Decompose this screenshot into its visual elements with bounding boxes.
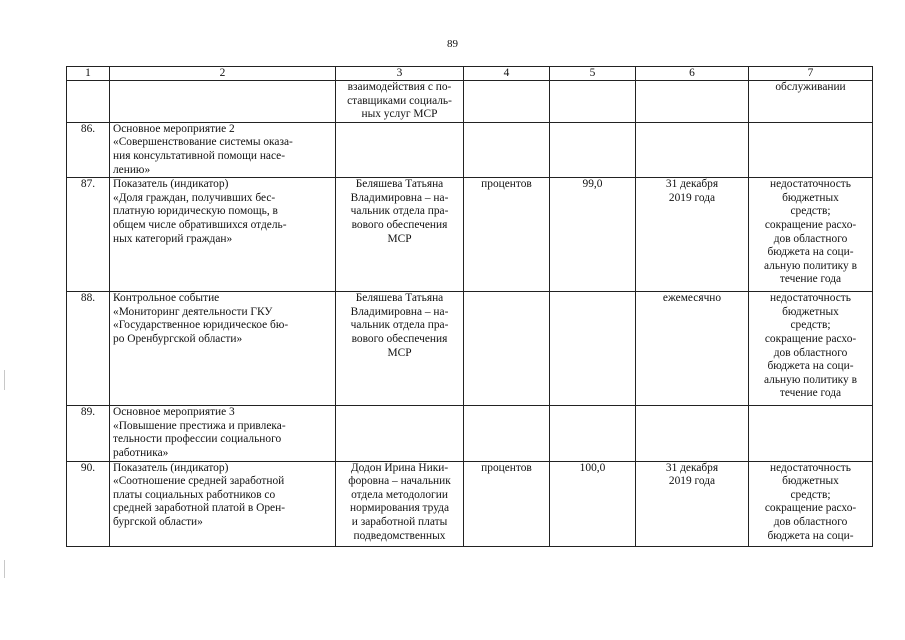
row-date-cell xyxy=(636,461,749,546)
continuation-executor-line: ставщиками социаль- xyxy=(347,94,452,107)
row-executor-line: вового обеспечения xyxy=(351,218,448,231)
row-name-line: лению» xyxy=(113,163,151,176)
row-date-cell xyxy=(636,122,749,177)
row-name-line: Контрольное событие xyxy=(113,292,220,305)
continuation-value-cell xyxy=(550,81,636,123)
continuation-risk-line: обслуживании xyxy=(775,81,846,93)
page-number: 89 xyxy=(447,38,458,50)
table-row xyxy=(67,406,873,461)
row-value-cell xyxy=(550,122,636,177)
row-risk-cell xyxy=(749,292,873,406)
continuation-executor-line: взаимодействия с по- xyxy=(347,81,452,93)
row-name-line: Основное мероприятие 3 xyxy=(113,406,235,419)
row-risk-line: сокращение расхо- xyxy=(764,332,857,345)
continuation-row xyxy=(67,81,873,123)
row-name-line: ния консультативной помощи насе- xyxy=(113,149,286,162)
row-executor-line: МСР xyxy=(387,232,412,245)
row-unit-cell xyxy=(464,122,550,177)
row-date-line: ежемесячно xyxy=(662,292,722,305)
header-cell-5: 5 xyxy=(550,67,636,81)
row-risk-line: средств; xyxy=(790,488,831,501)
row-name-line: платную юридическую помощь, в xyxy=(113,205,278,218)
row-date-line: 2019 года xyxy=(668,475,716,488)
row-unit-cell: процентов xyxy=(464,178,550,292)
table-row xyxy=(67,122,873,177)
row-executor-cell xyxy=(336,461,464,546)
row-executor-cell xyxy=(336,292,464,406)
row-unit-cell: процентов xyxy=(464,461,550,546)
row-executor-line: и заработной платы xyxy=(351,515,448,528)
row-risk-line: альную политику в xyxy=(764,259,857,272)
row-risk-line: сокращение расхо- xyxy=(764,218,857,231)
header-cell-1: 1 xyxy=(67,67,110,81)
row-risk-line: недостаточность xyxy=(770,461,851,474)
row-name-line: «Совершенствование системы оказа- xyxy=(113,136,293,149)
row-executor-line: Владимировна – на- xyxy=(350,191,449,204)
row-name-line: «Доля граждан, получивших бес- xyxy=(113,191,276,204)
header-cell-3: 3 xyxy=(336,67,464,81)
row-risk-line: течение года xyxy=(779,387,842,400)
row-risk-line: средств; xyxy=(790,319,831,332)
row-executor-line: нормирования труда xyxy=(349,502,450,515)
row-name-line: платы социальных работников со xyxy=(113,488,276,501)
row-executor-line: чальник отдела пра- xyxy=(350,319,449,332)
row-executor-line: Беляшева Татьяна xyxy=(355,178,444,191)
row-name-cell xyxy=(110,292,336,406)
row-risk-line: недостаточность xyxy=(770,178,851,191)
row-name-cell xyxy=(110,406,336,461)
row-number-cell: 87. xyxy=(67,178,110,292)
table-row xyxy=(67,461,873,546)
row-name-line: ро Оренбургской области» xyxy=(113,332,243,345)
row-risk-line: течение года xyxy=(779,273,842,286)
row-name-cell xyxy=(110,461,336,546)
continuation-executor-line: ных услуг МСР xyxy=(361,108,438,121)
row-risk-cell xyxy=(749,461,873,546)
continuation-name-cell xyxy=(110,81,336,123)
row-risk-line: недостаточность xyxy=(770,292,851,305)
row-risk-line: бюджета на соци- xyxy=(767,246,854,259)
row-number-cell: 86. xyxy=(67,122,110,177)
row-executor-line: Беляшева Татьяна xyxy=(355,292,444,305)
row-name-line: работника» xyxy=(113,446,169,459)
row-executor-line: подведомственных xyxy=(353,529,446,542)
row-date-cell xyxy=(636,178,749,292)
row-risk-line: бюджетных xyxy=(782,191,839,204)
row-executor-cell xyxy=(336,178,464,292)
row-number-cell: 88. xyxy=(67,292,110,406)
row-name-line: Показатель (индикатор) xyxy=(113,178,229,191)
row-value-cell xyxy=(550,292,636,406)
row-executor-line: Додон Ирина Ники- xyxy=(350,461,449,474)
row-name-line: бургской области» xyxy=(113,515,203,528)
row-risk-line: бюджета на соци- xyxy=(767,360,854,373)
row-value-cell: 100,0 xyxy=(550,461,636,546)
document-table xyxy=(66,66,873,547)
scan-mark-left xyxy=(4,370,5,390)
row-risk-line: бюджета на соци- xyxy=(767,529,854,542)
row-name-line: Основное мероприятие 2 xyxy=(113,122,235,135)
row-name-line: ных категорий граждан» xyxy=(113,232,233,245)
row-name-line: Показатель (индикатор) xyxy=(113,461,229,474)
row-executor-line: вового обеспечения xyxy=(351,332,448,345)
continuation-risk-cell xyxy=(749,81,873,123)
table-header-row xyxy=(67,67,873,81)
row-executor-line: отдела методологии xyxy=(351,488,448,501)
header-cell-4: 4 xyxy=(464,67,550,81)
table-row xyxy=(67,178,873,292)
scan-mark-left-lower xyxy=(4,560,5,578)
row-date-cell xyxy=(636,406,749,461)
row-date-cell xyxy=(636,292,749,406)
row-name-line: «Повышение престижа и привлека- xyxy=(113,419,286,432)
continuation-number-cell xyxy=(67,81,110,123)
row-executor-line: чальник отдела пра- xyxy=(350,205,449,218)
continuation-executor-cell xyxy=(336,81,464,123)
row-name-line: тельности профессии социального xyxy=(113,433,282,446)
row-name-cell xyxy=(110,122,336,177)
row-unit-cell xyxy=(464,406,550,461)
row-unit-cell xyxy=(464,292,550,406)
row-name-line: «Соотношение средней заработной xyxy=(113,475,285,488)
row-risk-line: дов областного xyxy=(773,515,848,528)
row-risk-line: бюджетных xyxy=(782,475,839,488)
row-executor-cell xyxy=(336,406,464,461)
row-date-line: 31 декабря xyxy=(665,178,719,191)
row-name-line: «Государственное юридическое бю- xyxy=(113,319,289,332)
row-executor-line: МСР xyxy=(387,346,412,359)
continuation-unit-cell xyxy=(464,81,550,123)
header-cell-7: 7 xyxy=(749,67,873,81)
row-executor-cell xyxy=(336,122,464,177)
row-risk-cell xyxy=(749,122,873,177)
continuation-date-cell xyxy=(636,81,749,123)
row-value-cell xyxy=(550,406,636,461)
row-risk-line: средств; xyxy=(790,205,831,218)
table-row xyxy=(67,292,873,406)
row-number-cell: 90. xyxy=(67,461,110,546)
row-executor-line: Владимировна – на- xyxy=(350,305,449,318)
row-executor-line: форовна – начальник xyxy=(348,475,451,488)
row-name-line: общем числе обратившихся отдель- xyxy=(113,218,287,231)
row-value-cell: 99,0 xyxy=(550,178,636,292)
row-name-line: «Мониторинг деятельности ГКУ xyxy=(113,305,273,318)
row-date-line: 31 декабря xyxy=(665,461,719,474)
header-cell-2: 2 xyxy=(110,67,336,81)
row-date-line: 2019 года xyxy=(668,191,716,204)
row-risk-cell xyxy=(749,178,873,292)
row-risk-line: альную политику в xyxy=(764,373,857,386)
row-number-cell: 89. xyxy=(67,406,110,461)
row-risk-line: сокращение расхо- xyxy=(764,502,857,515)
row-risk-line: дов областного xyxy=(773,232,848,245)
header-cell-6: 6 xyxy=(636,67,749,81)
row-risk-line: бюджетных xyxy=(782,305,839,318)
row-risk-line: дов областного xyxy=(773,346,848,359)
row-risk-cell xyxy=(749,406,873,461)
row-name-cell xyxy=(110,178,336,292)
row-name-line: средней заработной платой в Орен- xyxy=(113,502,286,515)
